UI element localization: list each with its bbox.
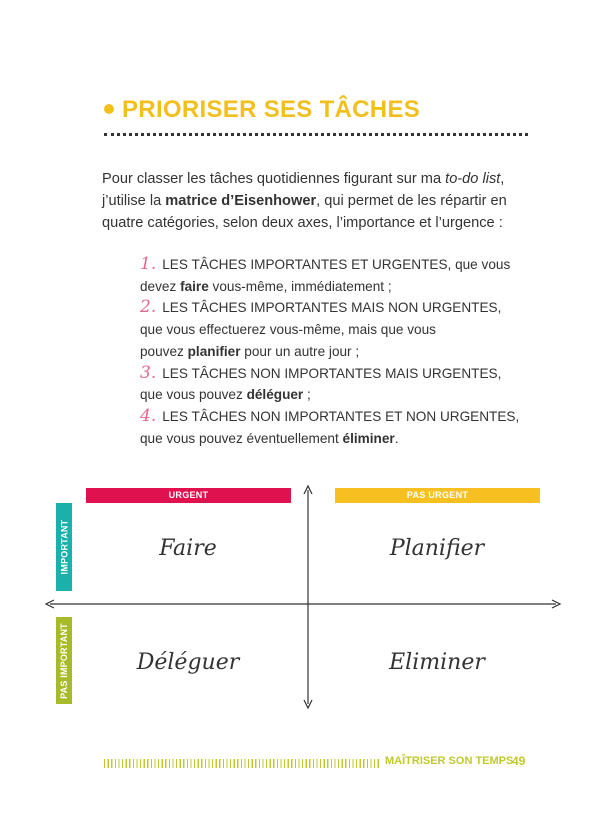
- quadrant-planifier: Planifier: [389, 536, 485, 561]
- list-text: LES TÂCHES NON IMPORTANTES MAIS URGENTES,: [162, 365, 502, 381]
- list-number: 3.: [140, 362, 157, 383]
- list-item-line: que vous effectuerez vous-même, mais que vous: [140, 322, 436, 338]
- page-number: 49: [512, 754, 526, 768]
- list-text: .: [394, 430, 399, 446]
- important-label-text: IMPORTANT: [59, 519, 70, 575]
- list-text: pour un autre jour ;: [240, 343, 360, 359]
- list-text: LES TÂCHES IMPORTANTES MAIS NON URGENTES,: [162, 300, 502, 316]
- footer-decoration: [104, 759, 380, 768]
- list-bold: déléguer: [246, 387, 304, 403]
- list-bold: faire: [180, 278, 209, 294]
- quadrant-eliminer: Eliminer: [389, 650, 485, 675]
- list-text: LES TÂCHES IMPORTANTES ET URGENTES, que vous: [162, 257, 511, 272]
- list-bold: éliminer: [342, 430, 395, 446]
- list-number: 4.: [140, 405, 157, 426]
- urgent-label: URGENT: [86, 488, 291, 503]
- list-text: que vous pouvez éventuellement: [140, 430, 343, 446]
- list-text: que vous pouvez: [140, 387, 247, 403]
- intro-text: Pour classer les tâches quotidiennes figurant sur ma: [102, 171, 446, 187]
- list-text: LES TÂCHES NON IMPORTANTES ET NON URGENTES,: [162, 408, 520, 424]
- intro-text: quatre catégories, selon deux axes, l’importance et l’urgence :: [102, 215, 503, 231]
- quadrant-faire: Faire: [159, 536, 217, 561]
- intro-text: , qui permet de les répartir en: [316, 193, 507, 209]
- list-number: 2.: [140, 297, 157, 318]
- list-text: vous-même, immédiatement ;: [208, 278, 392, 294]
- list-number: 1.: [140, 254, 157, 274]
- list-bold: planifier: [187, 343, 241, 359]
- intro-text: ,: [500, 171, 505, 187]
- intro-text: j’utilise la: [102, 193, 166, 209]
- intro-bold: matrice d’Eisenhower: [165, 193, 317, 209]
- footer-section-title: MAÎTRISER SON TEMPS: [385, 755, 514, 767]
- list-text: ;: [303, 387, 311, 403]
- section-heading-text: PRIORISER SES TÂCHES: [122, 96, 421, 123]
- pas-important-label-text: PAS IMPORTANT: [59, 622, 70, 699]
- list-text: devez: [140, 278, 181, 294]
- pas-urgent-label: PAS URGENT: [335, 488, 540, 503]
- quadrant-deleguer: Déléguer: [136, 650, 240, 675]
- intro-emphasis: to-do list: [445, 171, 501, 187]
- list-text: pouvez: [140, 343, 188, 359]
